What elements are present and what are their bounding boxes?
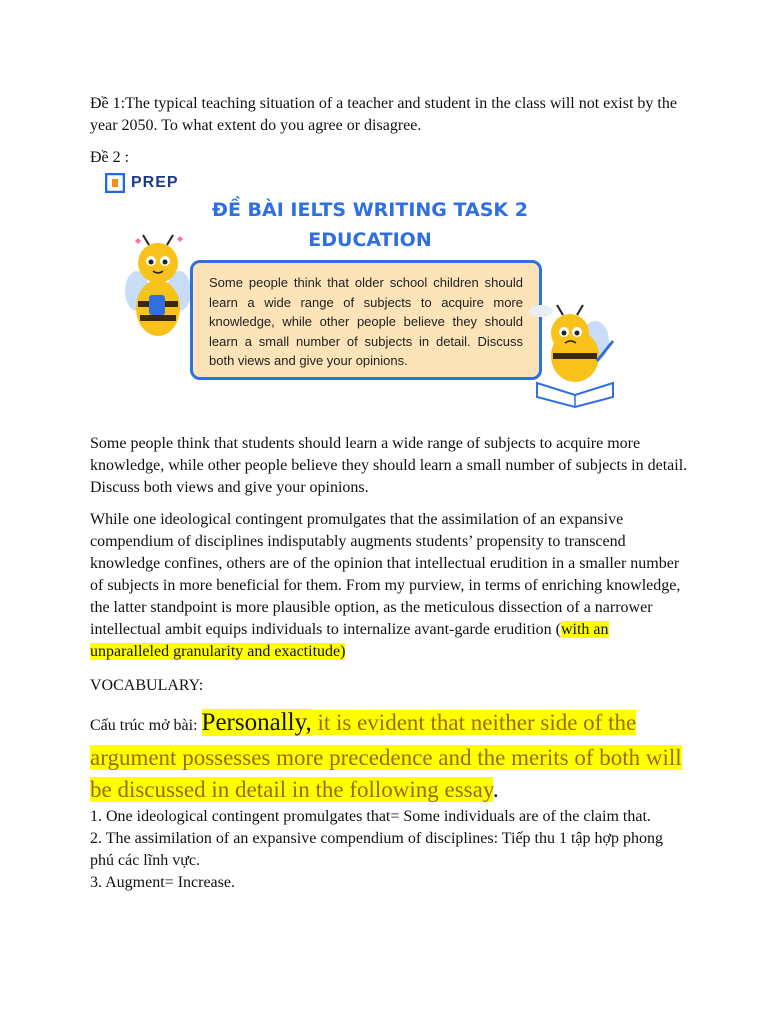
prep-logo — [105, 173, 179, 193]
banner-title-line-2: EDUCATION — [308, 229, 432, 251]
document-body — [90, 93, 690, 894]
intro-paragraph — [90, 509, 690, 663]
prompt-box: Some people think that older school children should learn a wide range of subjects to acquire more knowledge, while other people believe they should learn a small number of subjects in detail. Discuss both views and give your opinions. — [190, 260, 542, 380]
banner-title-line-1: ĐỀ BÀI IELTS WRITING TASK 2 — [212, 199, 528, 221]
structure-first-word: Personally, — [201, 709, 312, 736]
bee-mascot-left-icon — [123, 233, 193, 343]
vocab-item-2: 2. The assimilation of an expansive compendium of disciplines: Tiếp thu 1 tập hợp phong phú các lĩnh vực. — [90, 830, 663, 869]
prompt-1: Đề 1:The typical teaching situation of a teacher and student in the class will not exist by the year 2050. To what extent do you agree or disagree. — [90, 95, 677, 134]
prep-logo-icon — [105, 173, 125, 193]
vocab-item-1: 1. One ideological contingent promulgates that= Some individuals are of the claim that. — [90, 808, 651, 825]
bee-mascot-reading-icon — [525, 301, 625, 411]
prompt-banner-image — [105, 173, 645, 423]
structure-sentence: it is evident that neither side of the argument possesses more precedence and the merits of both will be discussed in detail in the following essay — [90, 710, 682, 802]
intro-text: While one ideological contingent promulgates that the assimilation of an expansive compendium of disciplines indisputably augments students’ propensity to transcend knowledge confines, others are of the opinion that intellectual erudition in a smaller number of subjects in more beneficial for them. From my purview, in terms of enriching knowledge, the latter standpoint is more plausible option, as the meticulous dissection of a narrower intellectual ambit equips individuals to internalize avant-garde erudition ( — [90, 511, 681, 638]
structure-line — [90, 707, 690, 806]
vocab-heading: VOCABULARY: — [90, 677, 204, 694]
prompt-2-label: Đề 2 : — [90, 149, 130, 166]
intro-highlight: with an unparalleled granularity and exactitude) — [90, 621, 609, 660]
structure-end: . — [492, 777, 499, 802]
logo-text: PREP — [131, 174, 179, 191]
vocab-item-3: 3. Augment= Increase. — [90, 874, 235, 891]
structure-label: Cấu trúc mở bài: — [90, 717, 202, 734]
question-text: Some people think that students should learn a wide range of subjects to acquire more knowledge, while other people believe they should learn a small number of subjects in detail. Discuss both views and give your opinions. — [90, 435, 688, 496]
